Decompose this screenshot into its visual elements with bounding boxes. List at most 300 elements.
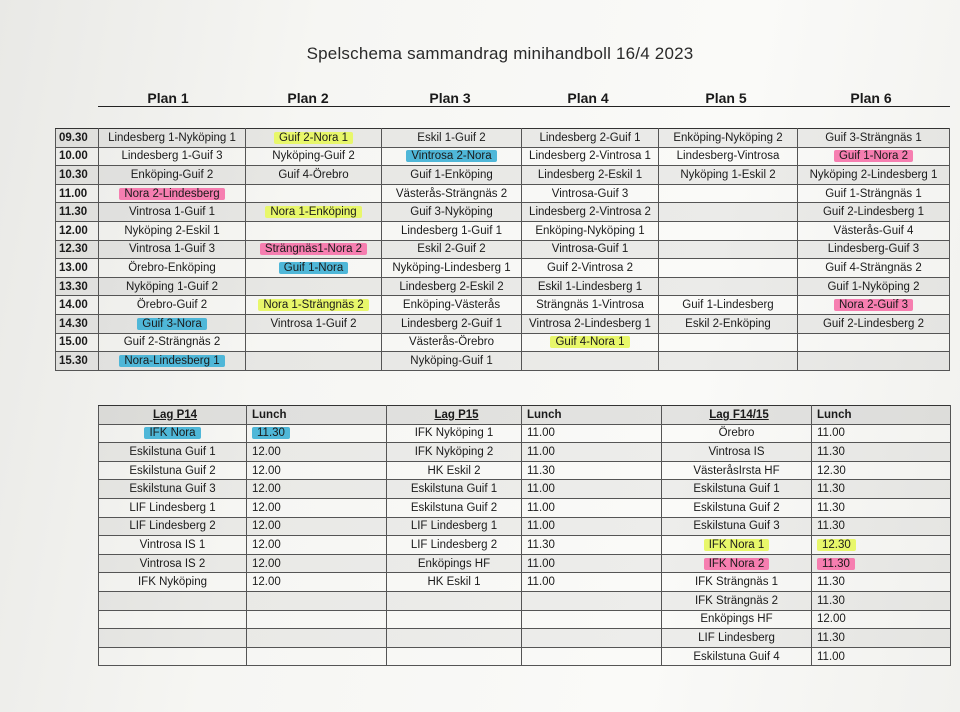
team-name-cell: [387, 498, 522, 517]
team-name-cell: [387, 424, 522, 443]
match-cell: [798, 166, 950, 185]
match-text: Vintrosa 1-Guif 3: [128, 243, 216, 256]
team-name-cell: [99, 554, 247, 573]
plan-3-header: Plan 3: [429, 90, 471, 106]
team-name-cell: [99, 610, 247, 629]
column-header: [99, 406, 247, 425]
highlighted-value: IFK Nora 1: [704, 539, 770, 551]
column-header: [247, 406, 387, 425]
highlighted-match: Vintrosa 2-Nora: [406, 150, 496, 162]
match-cell: [659, 314, 798, 333]
schedule-row: [56, 184, 950, 203]
lunch-time-cell: [812, 536, 951, 555]
match-cell: [798, 296, 950, 315]
cell-text: IFK Nyköping: [137, 576, 208, 589]
lunch-time-cell: [812, 498, 951, 517]
lunch-time-cell: [812, 443, 951, 462]
schedule-row: [56, 333, 950, 352]
lunch-time-cell: [247, 629, 387, 648]
cell-text: HK Eskil 1: [427, 576, 481, 589]
cell-text: 11.30: [817, 483, 845, 496]
cell-text: Eskilstuna Guif 3: [693, 520, 780, 533]
team-row: [99, 591, 951, 610]
match-cell: [382, 203, 522, 222]
highlighted-match: Guif 4-Nora 1: [550, 336, 629, 348]
time-cell: 13.30: [56, 277, 99, 296]
match-cell: [659, 277, 798, 296]
schedule-row: [56, 259, 950, 278]
match-cell: [382, 166, 522, 185]
match-text: Lindesberg 2-Guif 1: [539, 131, 641, 144]
cell-text: 12.00: [252, 464, 281, 477]
team-name-cell: [387, 536, 522, 555]
cell-text: 11.00: [527, 483, 555, 496]
match-cell: [246, 277, 382, 296]
match-cell: [522, 221, 659, 240]
match-cell: [99, 259, 246, 278]
cell-text: 11.30: [817, 520, 845, 533]
cell-text: IFK Strängnäs 2: [694, 594, 779, 607]
lunch-time-cell: [247, 573, 387, 592]
cell-text: 12.00: [252, 557, 281, 570]
match-text: Nyköping 2-Lindesberg 1: [809, 168, 938, 181]
match-text: Lindesberg 2-Eskil 1: [537, 168, 643, 181]
team-name-cell: [662, 629, 812, 648]
match-cell: [798, 221, 950, 240]
team-row: [99, 629, 951, 648]
match-text: Enköping-Guif 2: [130, 168, 214, 181]
match-cell: [246, 314, 382, 333]
match-text: Lindesberg 2-Guif 1: [400, 317, 502, 330]
match-cell: [382, 314, 522, 333]
lunch-time-cell: [812, 591, 951, 610]
match-cell: [99, 184, 246, 203]
team-name-cell: [99, 480, 247, 499]
lunch-time-cell: [247, 480, 387, 499]
schedule-row: [56, 221, 950, 240]
match-cell: [522, 314, 659, 333]
lunch-time-cell: [247, 498, 387, 517]
cell-text: VästeråsIrsta HF: [693, 464, 780, 477]
match-cell: [522, 352, 659, 371]
match-text: Guif 1-Nyköping 2: [827, 280, 920, 293]
match-cell: [382, 277, 522, 296]
team-name-cell: [387, 647, 522, 666]
match-cell: [246, 240, 382, 259]
cell-text: 11.30: [527, 538, 555, 551]
highlighted-match: Nora 2-Lindesberg: [119, 188, 224, 200]
plan-1-header: Plan 1: [147, 90, 189, 106]
match-text: Nyköping 1-Guif 2: [125, 280, 219, 293]
match-cell: [99, 166, 246, 185]
cell-text: 11.30: [817, 631, 845, 644]
plan-header-row: [98, 88, 950, 107]
team-name-cell: [662, 443, 812, 462]
match-cell: [522, 203, 659, 222]
lunch-time-cell: [812, 461, 951, 480]
match-cell: [382, 259, 522, 278]
match-cell: [99, 129, 246, 148]
match-text: Örebro-Enköping: [128, 261, 216, 274]
match-cell: [522, 147, 659, 166]
cell-text: Eskilstuna Guif 1: [410, 483, 498, 496]
lunch-time-cell: [247, 517, 387, 536]
team-name-cell: [99, 573, 247, 592]
plan-4-header: Plan 4: [567, 90, 609, 106]
lunch-time-cell: [522, 610, 662, 629]
cell-text: LIF Lindesberg 2: [129, 520, 216, 533]
page-title: Spelschema sammandrag minihandboll 16/4 2023: [306, 44, 694, 63]
lunch-time-cell: [812, 629, 951, 648]
time-cell: 10.30: [56, 166, 99, 185]
match-cell: [659, 203, 798, 222]
schedule-row: [56, 166, 950, 185]
match-cell: [659, 221, 798, 240]
match-text: Guif 1-Enköping: [410, 168, 493, 181]
match-cell: [659, 166, 798, 185]
match-cell: [522, 296, 659, 315]
match-cell: [246, 259, 382, 278]
cell-text: Enköpings HF: [700, 613, 773, 626]
team-name-cell: [99, 461, 247, 480]
lunch-time-cell: [812, 480, 951, 499]
cell-text: 11.00: [527, 557, 555, 570]
schedule-row: [56, 240, 950, 259]
cell-text: IFK Strängnäs 1: [694, 576, 779, 589]
lunch-time-cell: [247, 647, 387, 666]
time-cell: 15.30: [56, 352, 99, 371]
match-text: Lindesberg-Vintrosa: [676, 150, 780, 163]
column-header: [662, 406, 812, 425]
match-cell: [659, 333, 798, 352]
match-cell: [246, 296, 382, 315]
match-text: Lindesberg 1-Guif 3: [121, 150, 223, 163]
lunch-time-cell: [522, 573, 662, 592]
cell-text: Enköpings HF: [417, 557, 491, 570]
time-cell: 11.30: [56, 203, 99, 222]
match-text: Guif 3-Nyköping: [410, 206, 493, 219]
schedule-row: [56, 129, 950, 148]
highlighted-match: Guif 3-Nora: [137, 318, 206, 330]
match-cell: [246, 221, 382, 240]
team-name-cell: [662, 517, 812, 536]
team-name-cell: [662, 554, 812, 573]
team-name-cell: [387, 443, 522, 462]
team-name-cell: [662, 480, 812, 499]
match-text: Guif 1-Lindesberg: [682, 299, 774, 312]
match-text: Eskil 1-Lindesberg 1: [537, 280, 643, 293]
match-cell: [522, 129, 659, 148]
time-cell: 09.30: [56, 129, 99, 148]
lunch-time-cell: [522, 461, 662, 480]
cell-text: Eskilstuna Guif 4: [693, 650, 780, 663]
match-text: Nyköping-Guif 1: [410, 354, 493, 367]
match-cell: [99, 203, 246, 222]
cell-text: 11.00: [527, 501, 555, 514]
team-name-cell: [662, 591, 812, 610]
match-text: Eskil 2-Enköping: [685, 317, 771, 330]
match-text: Nyköping 2-Eskil 1: [124, 224, 220, 237]
match-cell: [99, 314, 246, 333]
highlighted-value: 11.30: [252, 427, 290, 439]
match-cell: [382, 221, 522, 240]
cell-text: 12.00: [252, 576, 281, 589]
team-name-cell: [387, 517, 522, 536]
cell-text: Örebro: [718, 427, 755, 440]
column-header-label: Lag P15: [434, 408, 479, 421]
lunch-time-cell: [247, 554, 387, 573]
team-name-cell: [387, 554, 522, 573]
cell-text: Eskilstuna Guif 1: [693, 483, 780, 496]
time-cell: 14.30: [56, 314, 99, 333]
time-cell: 14.00: [56, 296, 99, 315]
team-name-cell: [662, 498, 812, 517]
match-text: Nyköping-Guif 2: [272, 150, 355, 163]
cell-text: 11.30: [817, 445, 845, 458]
cell-text: Vintrosa IS 2: [139, 557, 206, 570]
highlighted-match: Strängnäs1-Nora 2: [260, 243, 367, 255]
lunch-time-cell: [812, 647, 951, 666]
column-header: [812, 406, 951, 425]
time-cell: 13.00: [56, 259, 99, 278]
team-row: [99, 498, 951, 517]
highlighted-value: 11.30: [817, 558, 855, 570]
cell-text: 12.00: [817, 613, 846, 626]
match-cell: [659, 259, 798, 278]
match-cell: [382, 352, 522, 371]
cell-text: 11.00: [527, 576, 555, 589]
match-cell: [246, 352, 382, 371]
match-text: Lindesberg 1-Nyköping 1: [108, 131, 236, 144]
match-cell: [798, 352, 950, 371]
team-row: [99, 647, 951, 666]
match-text: Västerås-Strängnäs 2: [395, 187, 508, 200]
team-row: [99, 610, 951, 629]
team-name-cell: [99, 443, 247, 462]
match-text: Enköping-Nyköping 1: [535, 224, 645, 237]
match-text: Nyköping-Lindesberg 1: [392, 261, 511, 274]
highlighted-value: 12.30: [817, 539, 856, 551]
column-header-label: Lag F14/15: [709, 408, 769, 421]
team-name-cell: [99, 591, 247, 610]
cell-text: IFK Nyköping 1: [414, 427, 494, 440]
cell-text: Eskilstuna Guif 3: [129, 483, 216, 496]
match-cell: [798, 129, 950, 148]
match-cell: [798, 333, 950, 352]
match-text: Guif 1-Strängnäs 1: [825, 187, 922, 200]
highlighted-match: Guif 1-Nora: [279, 262, 348, 274]
match-cell: [99, 333, 246, 352]
match-cell: [246, 184, 382, 203]
match-text: Guif 4-Örebro: [278, 168, 349, 181]
team-name-cell: [662, 461, 812, 480]
cell-text: 11.00: [527, 427, 555, 440]
cell-text: Eskilstuna Guif 2: [129, 464, 216, 477]
team-lunch-table: [98, 405, 951, 666]
match-text: Vintrosa-Guif 1: [551, 243, 629, 256]
cell-text: 11.00: [527, 445, 555, 458]
team-name-cell: [387, 480, 522, 499]
time-cell: 11.00: [56, 184, 99, 203]
highlighted-value: IFK Nora 2: [704, 558, 770, 570]
match-cell: [798, 314, 950, 333]
lunch-time-cell: [247, 610, 387, 629]
lunch-time-cell: [522, 591, 662, 610]
match-text: Enköping-Nyköping 2: [673, 131, 783, 144]
time-cell: 10.00: [56, 147, 99, 166]
match-cell: [659, 296, 798, 315]
cell-text: 11.30: [817, 594, 845, 607]
time-cell: 12.30: [56, 240, 99, 259]
lunch-time-cell: [812, 610, 951, 629]
match-cell: [99, 221, 246, 240]
team-name-cell: [99, 647, 247, 666]
team-name-cell: [662, 610, 812, 629]
match-text: Vintrosa-Guif 3: [551, 187, 629, 200]
team-row: [99, 443, 951, 462]
lunch-time-cell: [522, 424, 662, 443]
schedule-row: [56, 352, 950, 371]
match-cell: [246, 147, 382, 166]
match-cell: [246, 166, 382, 185]
match-text: Vintrosa 1-Guif 1: [128, 206, 216, 219]
match-cell: [522, 259, 659, 278]
time-cell: 15.00: [56, 333, 99, 352]
match-cell: [99, 352, 246, 371]
team-row: [99, 461, 951, 480]
plan-6-header: Plan 6: [850, 90, 892, 106]
plan-5-header: Plan 5: [705, 90, 747, 106]
match-cell: [382, 296, 522, 315]
highlighted-match: Guif 1-Nora 2: [834, 150, 913, 162]
match-cell: [382, 147, 522, 166]
cell-text: Vintrosa IS: [708, 445, 765, 458]
match-cell: [382, 184, 522, 203]
lunch-time-cell: [247, 443, 387, 462]
match-cell: [659, 352, 798, 371]
team-table-header-row: [99, 406, 951, 425]
match-text: Lindesberg 2-Eskil 2: [399, 280, 504, 293]
match-text: Västerås-Guif 4: [833, 224, 914, 237]
match-text: Lindesberg 1-Guif 1: [400, 224, 502, 237]
match-text: Örebro-Guif 2: [136, 299, 208, 312]
highlighted-match: Guif 2-Nora 1: [274, 132, 353, 144]
match-cell: [99, 147, 246, 166]
column-header-label: Lag P14: [152, 408, 198, 421]
lunch-time-cell: [522, 498, 662, 517]
cell-text: 11.00: [817, 427, 845, 440]
match-cell: [382, 333, 522, 352]
column-header-label: Lunch: [252, 408, 287, 421]
cell-text: 12.00: [252, 520, 281, 533]
highlighted-match: Nora 2-Guif 3: [834, 299, 913, 311]
cell-text: 12.30: [817, 464, 846, 477]
match-text: Lindesberg 2-Vintrosa 1: [529, 150, 651, 163]
lunch-time-cell: [247, 591, 387, 610]
cell-text: 12.00: [252, 501, 281, 514]
lunch-time-cell: [247, 536, 387, 555]
team-name-cell: [99, 498, 247, 517]
match-cell: [522, 240, 659, 259]
match-cell: [798, 184, 950, 203]
match-cell: [798, 240, 950, 259]
team-name-cell: [99, 629, 247, 648]
cell-text: 12.00: [252, 538, 281, 551]
match-text: Eskil 1-Guif 2: [417, 131, 486, 144]
match-text: Eskil 2-Guif 2: [417, 243, 486, 256]
match-cell: [798, 277, 950, 296]
plan-2-header: Plan 2: [287, 90, 329, 106]
match-cell: [522, 333, 659, 352]
column-header-label: Lunch: [527, 408, 562, 421]
cell-text: HK Eskil 2: [427, 464, 481, 477]
match-text: Guif 3-Strängnäs 1: [825, 131, 922, 144]
cell-text: LIF Lindesberg 2: [410, 538, 498, 551]
match-text: Strängnäs 1-Vintrosa: [536, 299, 644, 312]
match-cell: [246, 333, 382, 352]
cell-text: Eskilstuna Guif 2: [693, 501, 780, 514]
match-cell: [246, 203, 382, 222]
team-row: [99, 573, 951, 592]
match-text: Vintrosa 1-Guif 2: [270, 317, 357, 330]
team-name-cell: [99, 536, 247, 555]
cell-text: Eskilstuna Guif 1: [129, 445, 216, 458]
cell-text: 12.00: [252, 445, 281, 458]
team-name-cell: [662, 573, 812, 592]
match-text: Vintrosa 2-Lindesberg 1: [529, 317, 651, 330]
match-cell: [382, 129, 522, 148]
lunch-time-cell: [812, 554, 951, 573]
match-text: Guif 2-Lindesberg 2: [822, 317, 924, 330]
match-cell: [659, 240, 798, 259]
highlighted-match: Nora-Lindesberg 1: [119, 355, 224, 367]
column-header: [387, 406, 522, 425]
match-cell: [382, 240, 522, 259]
match-cell: [798, 259, 950, 278]
team-row: [99, 480, 951, 499]
match-text: Guif 4-Strängnäs 2: [825, 261, 922, 274]
match-cell: [246, 129, 382, 148]
match-text: Guif 2-Strängnäs 2: [123, 336, 221, 349]
lunch-time-cell: [247, 461, 387, 480]
match-cell: [99, 240, 246, 259]
cell-text: 12.00: [252, 483, 281, 496]
match-text: Guif 2-Vintrosa 2: [546, 261, 634, 274]
highlighted-value: IFK Nora: [144, 427, 200, 439]
lunch-time-cell: [522, 517, 662, 536]
match-text: Lindesberg-Guif 3: [827, 243, 920, 256]
cell-text: 11.30: [817, 576, 845, 589]
cell-text: Eskilstuna Guif 2: [410, 501, 498, 514]
team-name-cell: [662, 647, 812, 666]
cell-text: LIF Lindesberg: [698, 631, 775, 644]
team-name-cell: [387, 461, 522, 480]
match-cell: [522, 184, 659, 203]
team-name-cell: [662, 424, 812, 443]
schedule-table: [55, 128, 950, 371]
cell-text: 11.00: [527, 520, 555, 533]
lunch-time-cell: [522, 554, 662, 573]
lunch-time-cell: [522, 536, 662, 555]
lunch-time-cell: [522, 443, 662, 462]
schedule-row: [56, 147, 950, 166]
lunch-time-cell: [812, 573, 951, 592]
lunch-time-cell: [522, 629, 662, 648]
match-text: Västerås-Örebro: [408, 336, 494, 349]
team-row: [99, 424, 951, 443]
match-cell: [798, 203, 950, 222]
lunch-time-cell: [812, 424, 951, 443]
